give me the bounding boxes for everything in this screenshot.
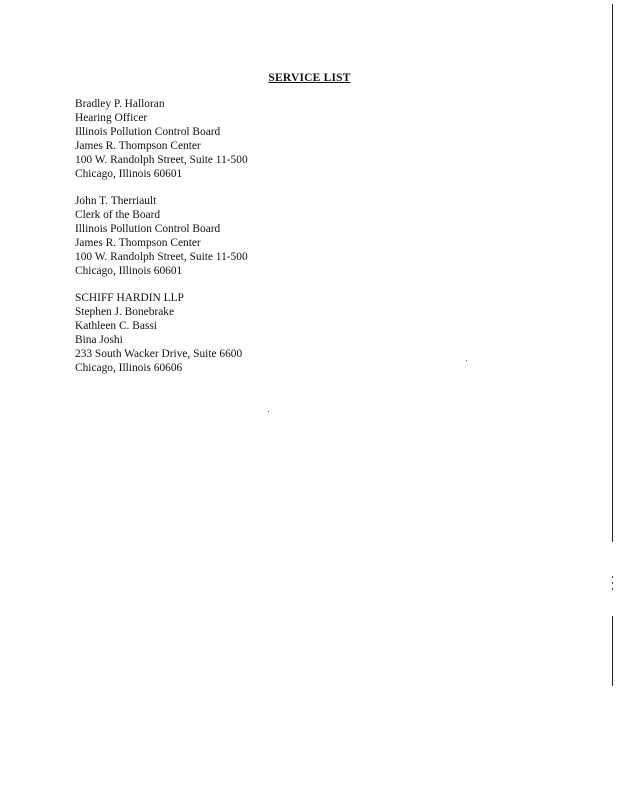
scan-speck [466, 360, 467, 361]
recipient-line: Kathleen C. Bassi [75, 319, 157, 332]
recipient-block-therriault [75, 195, 248, 278]
recipient-line: 100 W. Randolph Street, Suite 11-500 [75, 153, 248, 166]
recipient-line: Chicago, Illinois 60601 [75, 264, 183, 277]
recipient-line: Bradley P. Halloran [75, 98, 165, 110]
page-title: SERVICE LIST [268, 72, 351, 84]
recipient-line: Hearing Officer [75, 111, 148, 124]
scan-edge-line-upper [612, 4, 613, 542]
scan-speck [612, 576, 613, 578]
recipient-line: John T. Therriault [75, 195, 157, 207]
recipient-block-halloran [75, 98, 248, 181]
recipient-line: SCHIFF HARDIN LLP [75, 292, 184, 304]
recipient-block-schiff-hardin [75, 292, 242, 375]
recipient-line: Bina Joshi [75, 333, 123, 346]
recipient-line: Stephen J. Bonebrake [75, 305, 175, 318]
scan-speck [612, 588, 613, 590]
recipient-line: 100 W. Randolph Street, Suite 11-500 [75, 250, 248, 263]
recipient-line: Clerk of the Board [75, 208, 161, 221]
recipient-line: Illinois Pollution Control Board [75, 125, 221, 138]
recipient-line: James R. Thompson Center [75, 139, 201, 152]
scan-edge-line-lower [612, 616, 613, 686]
recipient-line: Illinois Pollution Control Board [75, 222, 221, 235]
recipient-line: James R. Thompson Center [75, 236, 201, 249]
recipient-line: Chicago, Illinois 60601 [75, 167, 183, 180]
scan-speck [612, 582, 613, 584]
recipient-line: Chicago, Illinois 60606 [75, 361, 183, 374]
scan-speck [268, 411, 269, 412]
recipient-line: 233 South Wacker Drive, Suite 6600 [75, 347, 243, 360]
